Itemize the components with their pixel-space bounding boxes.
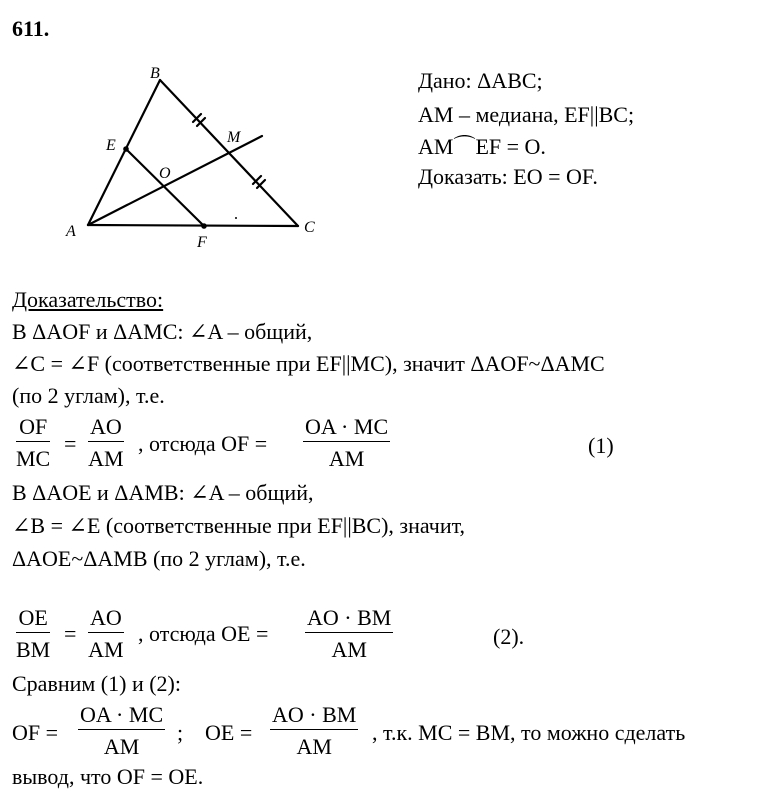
- label-c: C: [304, 219, 315, 236]
- label-f: F: [197, 234, 207, 251]
- label-a: A: [66, 223, 76, 240]
- proof-line-4: В ΔAOE и ΔAMB: ∠A – общий,: [12, 480, 314, 505]
- given-line-1: Дано: ΔABC;: [418, 68, 543, 93]
- fraction-ao-bm-am: $\frac{AO \cdot BM}{AM}$: [307, 605, 392, 662]
- proof-line-7: Сравним (1) и (2):: [12, 671, 181, 696]
- label-o: O: [159, 165, 171, 182]
- point-e: [123, 146, 129, 152]
- equation-1-label: (1): [588, 433, 614, 458]
- proof-line-2: ∠C = ∠F (соответственные при EF||MC), значит ΔAOF~ΔAMC: [12, 351, 605, 376]
- proof-line-8: вывод, что OF = OE.: [12, 764, 204, 789]
- label-m: M: [227, 129, 241, 146]
- proof-heading: Доказательство:: [12, 287, 164, 312]
- equation-2-label: (2).: [493, 624, 525, 649]
- proof-line-5: ∠B = ∠E (соответственные при EF||BC), значит,: [12, 513, 466, 538]
- fraction-of-mc: $\frac{OF}{MC}$: [16, 414, 51, 471]
- label-b: B: [150, 65, 160, 82]
- fraction-ao-bm-am-3: $\frac{AO \cdot BM}{AM}$: [272, 702, 357, 759]
- fraction-ao-am: $\frac{AO}{AM}$: [88, 414, 124, 471]
- fraction-ao-am-2: $\frac{AO}{AM}$: [88, 605, 124, 662]
- proof-line-3: (по 2 углам), т.е.: [12, 383, 165, 408]
- given-line-3: AM⌒EF = O.: [418, 134, 546, 159]
- side-ac: [88, 225, 298, 226]
- fraction-oa-mc-am-3: $\frac{OA \cdot MC}{AM}$: [80, 702, 164, 759]
- fraction-oa-mc-am: $\frac{OA \cdot MC}{AM}$: [305, 414, 389, 471]
- stray-dot: [235, 217, 237, 219]
- given-line-4: Доказать: EO = OF.: [418, 164, 598, 189]
- side-ab: [88, 80, 160, 225]
- problem-number: 611.: [12, 16, 50, 41]
- label-e: E: [106, 137, 116, 154]
- proof-line-1: В ΔAOF и ΔAMC: ∠A – общий,: [12, 319, 313, 344]
- given-line-2: AM – медиана, EF||BC;: [418, 102, 635, 127]
- proof-line-6: ΔAOE~ΔAMB (по 2 углам), т.е.: [12, 546, 306, 571]
- fraction-oe-bm: $\frac{OE}{BM}$: [16, 605, 51, 662]
- segment-ef: [126, 149, 204, 226]
- point-f: [201, 223, 207, 229]
